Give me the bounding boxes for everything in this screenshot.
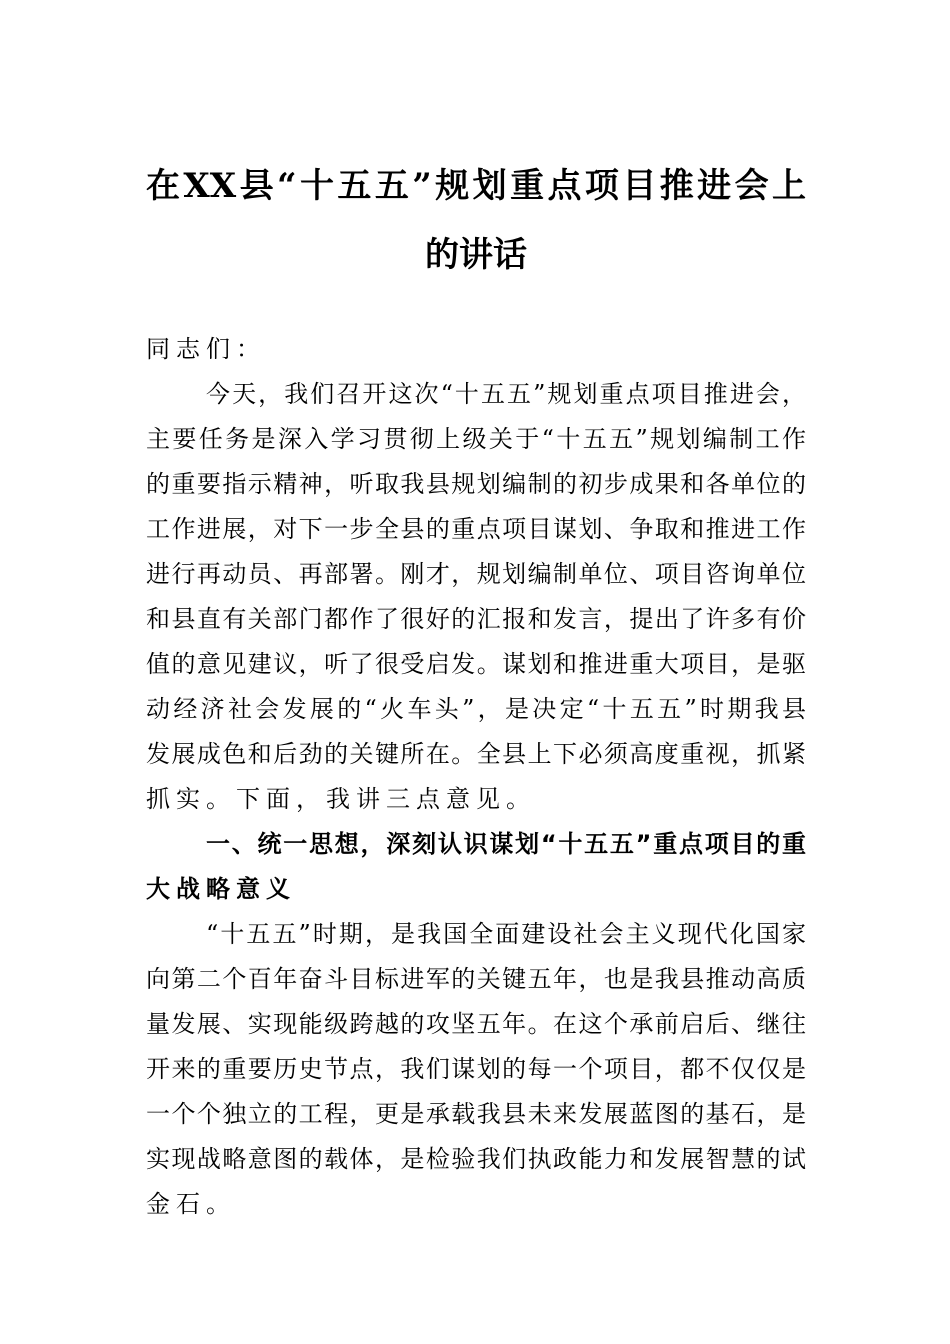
text-line: 今天，我们召开这次“十五五”规划重点项目推进会，	[206, 380, 806, 408]
text-line: 进行再动员、再部署。刚才，规划编制单位、项目咨询单位	[146, 560, 806, 588]
text-line: 值的意见建议，听了很受启发。谋划和推进重大项目，是驱	[146, 650, 806, 678]
section-heading-1	[146, 822, 806, 912]
paragraph-section-1	[146, 912, 806, 1227]
text-line: 开来的重要历史节点，我们谋划的每一个项目，都不仅仅是	[146, 1055, 806, 1083]
text-line: 金石。	[146, 1190, 236, 1218]
text-line: 主要任务是深入学习贯彻上级关于“十五五”规划编制工作	[146, 425, 806, 453]
text-line: 一个个独立的工程，更是承载我县未来发展蓝图的基石，是	[146, 1100, 806, 1128]
text-line: 实现战略意图的载体，是检验我们执政能力和发展智慧的试	[146, 1145, 806, 1173]
text-line: 向第二个百年奋斗目标进军的关键五年，也是我县推动高质	[146, 965, 806, 993]
text-line: 一、统一思想，深刻认识谋划“十五五”重点项目的重	[206, 830, 806, 858]
salutation: 同志们：	[146, 335, 266, 363]
title-line-1: 在XX县“十五五”规划重点项目推进会上	[146, 166, 806, 206]
document-title	[146, 152, 806, 290]
text-line: 大战略意义	[146, 875, 296, 903]
text-line: 发展成色和后劲的关键所在。全县上下必须高度重视，抓紧	[146, 740, 806, 768]
text-line: 量发展、实现能级跨越的攻坚五年。在这个承前启后、继往	[146, 1010, 806, 1038]
text-line: 的重要指示精神，听取我县规划编制的初步成果和各单位的	[146, 470, 806, 498]
document-body	[146, 327, 806, 1227]
paragraph-intro	[146, 372, 806, 822]
title-line-2: 的讲话	[425, 235, 527, 275]
text-line: 动经济社会发展的“火车头”，是决定“十五五”时期我县	[146, 695, 806, 723]
text-line: 工作进展，对下一步全县的重点项目谋划、争取和推进工作	[146, 515, 806, 543]
text-line: “十五五”时期，是我国全面建设社会主义现代化国家	[206, 920, 806, 948]
text-line: 和县直有关部门都作了很好的汇报和发言，提出了许多有价	[146, 605, 806, 633]
text-line: 抓实。下面，我讲三点意见。	[146, 785, 536, 813]
